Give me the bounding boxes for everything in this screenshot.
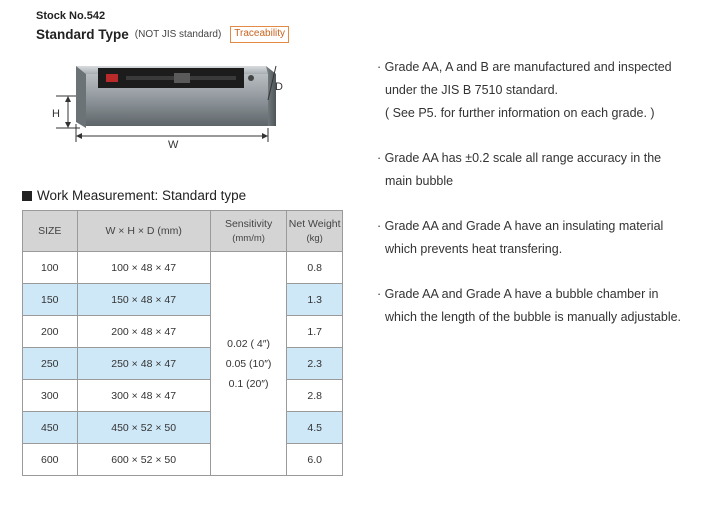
table-row <box>23 444 343 476</box>
cell-dimensions: 100 × 48 × 47 <box>77 252 210 284</box>
spec-table <box>22 210 343 476</box>
cell-weight: 4.5 <box>287 412 343 444</box>
note-line: · Grade AA and Grade A have a bubble chamber in <box>377 287 659 301</box>
header-weight-line1: Net Weight <box>288 217 341 230</box>
note-line: which the length of the bubble is manually adjustable. <box>385 310 682 324</box>
feature-notes <box>377 56 697 351</box>
note-item <box>377 283 697 329</box>
cell-size: 250 <box>23 348 78 380</box>
cell-dimensions: 300 × 48 × 47 <box>77 380 210 412</box>
cell-dimensions: 450 × 52 × 50 <box>77 412 210 444</box>
note-line: · Grade AA has ±0.2 scale all range accuracy in the <box>377 151 662 165</box>
level-front-face <box>76 66 86 128</box>
label-d: D <box>275 81 283 93</box>
title-row <box>36 26 289 43</box>
note-line: · Grade AA and Grade A have an insulating material <box>377 219 664 233</box>
table-row <box>23 252 343 284</box>
header-sensitivity <box>210 211 287 252</box>
section-title-text: Work Measurement: Standard type <box>37 188 247 203</box>
section-title <box>22 188 246 203</box>
header-sensitivity-line1: Sensitivity <box>224 217 273 230</box>
cell-size: 200 <box>23 316 78 348</box>
note-line: which prevents heat transfering. <box>385 242 563 256</box>
note-item <box>377 147 697 193</box>
header-weight-line2: (kg) <box>306 232 323 244</box>
cell-size: 600 <box>23 444 78 476</box>
product-subtitle: (NOT JIS standard) <box>134 29 222 40</box>
table-row <box>23 284 343 316</box>
cell-size: 450 <box>23 412 78 444</box>
header-dimensions: W × H × D (mm) <box>77 211 210 252</box>
table-row <box>23 316 343 348</box>
cell-size: 100 <box>23 252 78 284</box>
header-sensitivity-line2: (mm/m) <box>232 232 265 244</box>
table-header-row <box>23 211 343 252</box>
square-bullet-icon <box>22 191 32 201</box>
cell-size: 300 <box>23 380 78 412</box>
cell-weight: 0.8 <box>287 252 343 284</box>
header-size: SIZE <box>23 211 78 252</box>
note-line: · Grade AA, A and B are manufactured and inspected <box>377 60 672 74</box>
cell-weight: 2.8 <box>287 380 343 412</box>
note-item <box>377 56 697 125</box>
sensitivity-value: 0.02 ( 4″) <box>227 337 270 350</box>
level-illustration <box>46 52 306 167</box>
header-net-weight <box>287 211 343 252</box>
cell-weight: 1.7 <box>287 316 343 348</box>
cell-dimensions: 150 × 48 × 47 <box>77 284 210 316</box>
traceability-badge: Traceability <box>230 26 289 43</box>
note-line: main bubble <box>385 174 454 188</box>
note-item <box>377 215 697 261</box>
product-title: Standard Type <box>36 27 129 42</box>
cell-dimensions: 250 × 48 × 47 <box>77 348 210 380</box>
cell-weight: 2.3 <box>287 348 343 380</box>
cell-dimensions: 200 × 48 × 47 <box>77 316 210 348</box>
note-line: under the JIS B 7510 standard. <box>385 83 559 97</box>
label-w: W <box>168 139 179 151</box>
cell-size: 150 <box>23 284 78 316</box>
label-h: H <box>52 108 60 120</box>
stock-number: Stock No.542 <box>36 10 106 22</box>
cell-dimensions: 600 × 52 × 50 <box>77 444 210 476</box>
sensitivity-value: 0.05 (10″) <box>225 357 272 370</box>
note-line: ( See P5. for further information on each grade. ) <box>385 106 655 120</box>
cell-weight: 6.0 <box>287 444 343 476</box>
cell-sensitivity <box>210 252 287 476</box>
sensitivity-value: 0.1 (20″) <box>228 377 269 390</box>
table-row <box>23 348 343 380</box>
table-row <box>23 380 343 412</box>
cell-weight: 1.3 <box>287 284 343 316</box>
table-row <box>23 412 343 444</box>
